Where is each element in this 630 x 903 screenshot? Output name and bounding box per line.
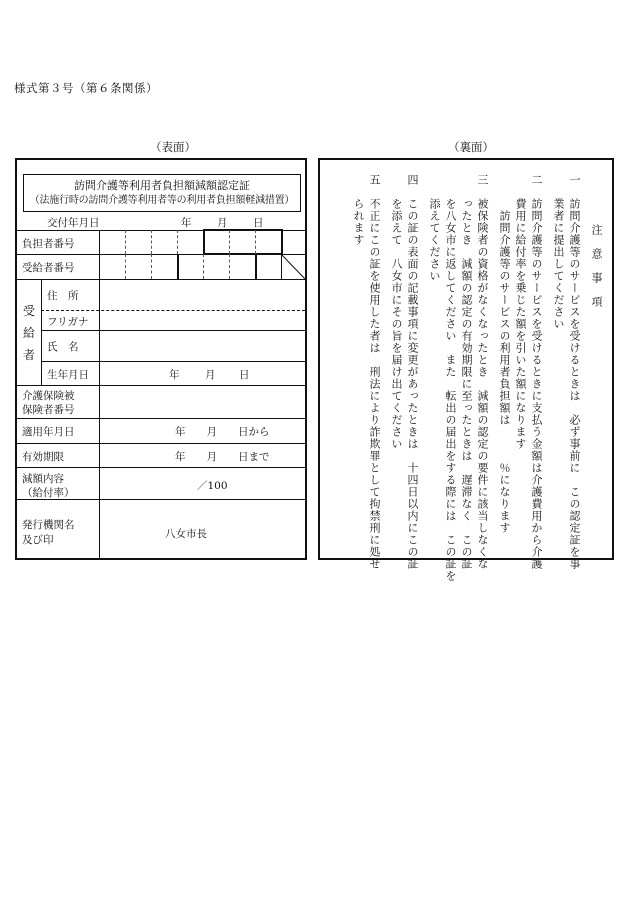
- note-line: られます: [352, 174, 365, 246]
- apply-date-label: 適用年月日: [22, 426, 75, 438]
- certificate-back: [318, 158, 614, 582]
- certificate-subtitle: （法施行時の訪問介護等利用者等の利用者負担額軽減措置）: [29, 195, 295, 206]
- cell-divider: [151, 254, 152, 279]
- note-line: 添えてください: [428, 174, 441, 282]
- cell-divider: [255, 254, 257, 279]
- cell-divider: [229, 254, 230, 279]
- certificate-title: 訪問介護等利用者負担額減額認定証: [74, 179, 250, 192]
- issuer-label-2: 及び印: [22, 534, 54, 546]
- recipient-group-char-1: 受: [23, 304, 36, 318]
- note-line: を八女市に返してください また 転出の届出をする際には この証を: [444, 174, 457, 582]
- cell-divider: [125, 254, 126, 279]
- name-label: 氏 名: [47, 341, 79, 353]
- valid-period-label: 有効期限: [22, 451, 64, 463]
- rule: [17, 467, 305, 468]
- cell-divider: [229, 230, 230, 254]
- note-line: 訪問介護等のサービスの利用者負担額は ％になります: [498, 174, 511, 534]
- address-label: 住 所: [47, 290, 79, 302]
- note-line: 費用に給付率を乗じた額を引いた額になります: [514, 174, 527, 450]
- issue-date-label: 交付年月日: [47, 217, 100, 229]
- rule: [17, 418, 305, 419]
- rule: [17, 385, 305, 386]
- back-side-label: （裏面）: [448, 140, 494, 154]
- issue-date-row: [17, 214, 305, 230]
- reduction-label-2: （給付率）: [22, 487, 75, 499]
- notes-text: [350, 174, 604, 582]
- recipient-number-label: 受給者番号: [22, 262, 75, 274]
- note-line: 四 この証の表面の記載事項に変更があったときは 十四日以内にこの証: [406, 174, 419, 570]
- diagonal-cell: [281, 254, 305, 279]
- cell-divider: [177, 254, 179, 279]
- payer-number-label: 負担者番号: [22, 238, 75, 250]
- note-line: 二 訪問介護等のサービスを受けるときに支払う金額は介護費用から介護: [530, 174, 543, 570]
- notes-heading: 注 意 事 項: [590, 224, 603, 308]
- note-line: ったとき 減額の認定の有効期限に至ったときは 遅滞なく この証: [460, 174, 473, 570]
- form-number-label: 様式第３号（第６条関係）: [14, 81, 158, 95]
- birth-month: 月: [205, 369, 216, 381]
- rule: [17, 279, 305, 280]
- rule: [17, 443, 305, 444]
- certificate-front: [15, 158, 307, 560]
- payer-number-thick-box: [203, 229, 283, 255]
- birth-year: 年: [169, 369, 180, 381]
- note-line: 業者に提出してください: [552, 174, 565, 330]
- note-line: を添えて 八女市にその旨を届け出てください: [390, 174, 403, 450]
- reduction-value: ／100: [197, 480, 228, 492]
- cell-divider: [203, 254, 204, 279]
- cell-divider: [255, 230, 256, 254]
- valid-period-value: 年 月 日まで: [175, 451, 270, 463]
- note-line: 五 不正にこの証を使用した者は 刑法により詐欺罪として拘禁刑に処せ: [368, 174, 381, 570]
- issuer-label-1: 発行機関名: [22, 519, 75, 531]
- issue-year: 年: [181, 217, 192, 229]
- issue-day: 日: [253, 217, 264, 229]
- cell-divider: [177, 230, 178, 254]
- cell-divider: [151, 230, 152, 254]
- issuer-value: 八女市長: [165, 528, 207, 540]
- birth-date-label: 生年月日: [47, 369, 89, 381]
- rule: [41, 330, 305, 331]
- apply-date-value: 年 月 日から: [175, 426, 270, 438]
- rule: [41, 310, 305, 311]
- birth-day: 日: [239, 369, 250, 381]
- insured-number-label-1: 介護保険被: [22, 390, 75, 402]
- note-line: 一 訪問介護等のサービスを受けるときは 必ず事前に この認定証を事: [568, 174, 581, 570]
- cell-divider: [125, 230, 126, 254]
- note-line: 三 被保険者の資格がなくなったとき 減額の認定の要件に該当しなくな: [476, 174, 489, 570]
- recipient-group-char-2: 給: [23, 326, 36, 340]
- insured-number-label-2: 保険者番号: [22, 404, 75, 416]
- recipient-group-char-3: 者: [23, 348, 36, 362]
- rule: [41, 361, 305, 362]
- reduction-label-1: 減額内容: [22, 473, 64, 485]
- certificate-title-box: [23, 174, 301, 212]
- front-side-label: （表面）: [150, 140, 196, 154]
- column-divider: [99, 230, 100, 560]
- issue-month: 月: [217, 217, 228, 229]
- furigana-label: フリガナ: [47, 316, 89, 328]
- recipient-group-divider: [41, 279, 42, 385]
